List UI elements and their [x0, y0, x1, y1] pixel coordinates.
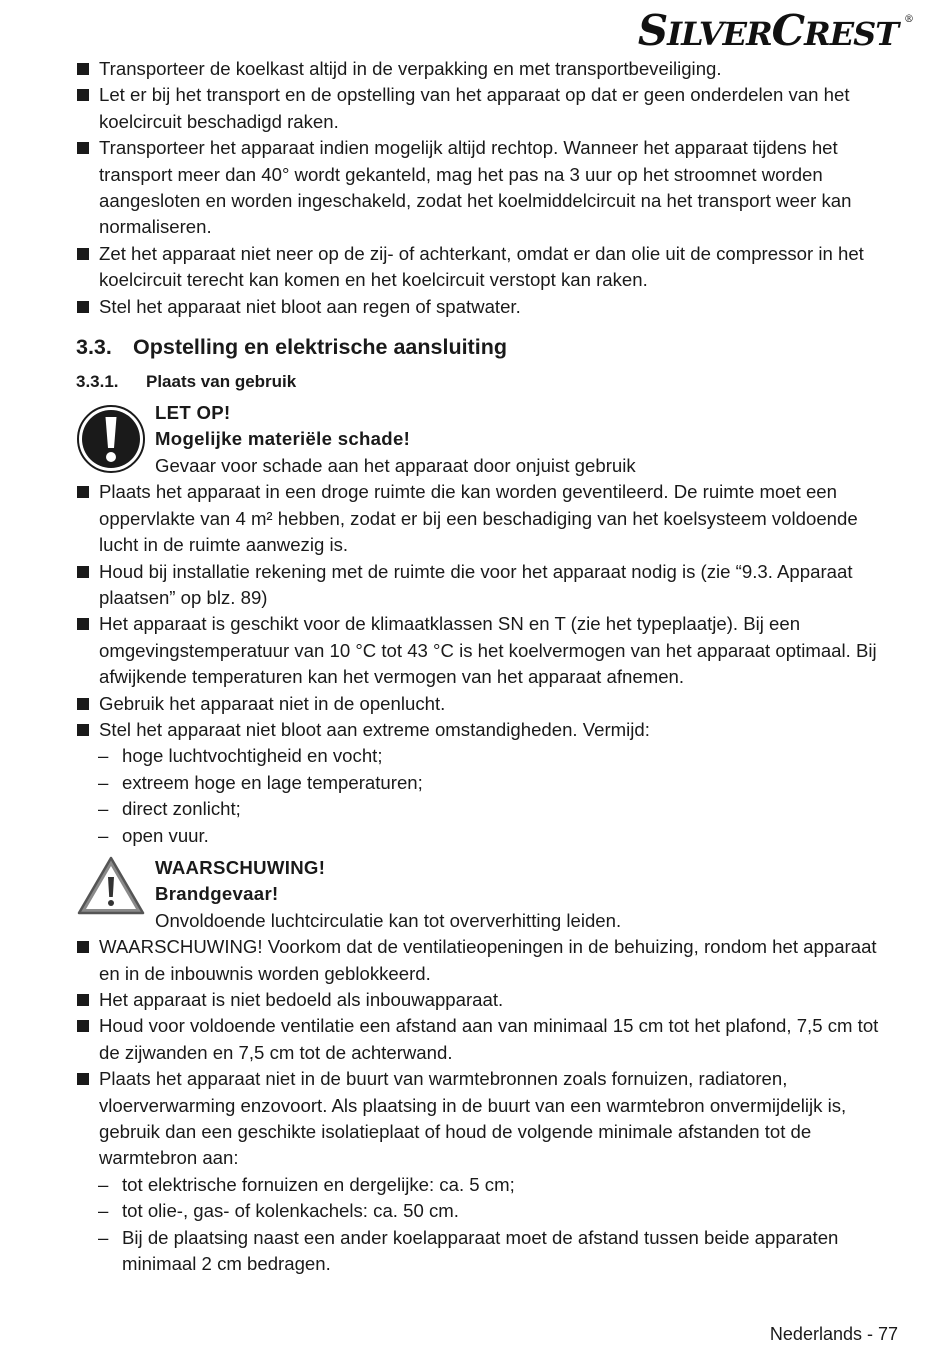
warning-notice	[76, 855, 898, 934]
page-content	[76, 56, 898, 1277]
warning-triangle-icon	[76, 855, 146, 917]
dash-item: – Bij de plaatsing naast een ander koelapparaat moet de afstand tussen beide apparaten minimaal 2 cm bedragen.	[76, 1225, 898, 1278]
list-item: Zet het apparaat niet neer op de zij- of achterkant, omdat er dan olie uit de compressor in het koelcircuit terecht kan komen en het koelcircuit verstopt kan raken.	[76, 241, 898, 294]
caution-notice	[76, 400, 898, 479]
subsection-heading	[76, 368, 898, 396]
section-heading	[76, 332, 898, 362]
dash-item: – extreem hoge en lage temperaturen;	[76, 770, 898, 796]
placement-list	[76, 479, 898, 743]
section-number: 3.3.	[76, 335, 112, 360]
list-item: Plaats het apparaat in een droge ruimte die kan worden geventileerd. De ruimte moet een oppervlakte van 4 m² hebben, zodat er bij een beschadiging van het koelsysteem voldoende lucht in de ruimte aanwezig is.	[76, 479, 898, 558]
subsection-number: 3.3.1.	[76, 372, 119, 392]
exclamation-circle-icon	[76, 404, 146, 474]
list-item: Houd voor voldoende ventilatie een afstand aan van minimaal 15 cm tot het plafond, 7,5 cm tot de zijwanden en 7,5 cm tot de achterwand.	[76, 1013, 898, 1066]
dash-item: – direct zonlicht;	[76, 796, 898, 822]
warning-subtitle: Brandgevaar!	[155, 883, 279, 905]
list-item: Transporteer de koelkast altijd in de verpakking en met transportbeveiliging.	[76, 56, 898, 82]
dash-item: – tot elektrische fornuizen en dergelijke: ca. 5 cm;	[76, 1172, 898, 1198]
dash-item: – hoge luchtvochtigheid en vocht;	[76, 743, 898, 769]
caution-title: LET OP!	[155, 402, 231, 424]
warning-title: WAARSCHUWING!	[155, 856, 326, 878]
list-item: Plaats het apparaat niet in de buurt van warmtebronnen zoals fornuizen, radiatoren, vloerverwarming enzovoort. Als plaatsing in de buurt van een warmtebron onvermijdelijk is, gebruik dan een geschikte isolatieplaat of houd de volgende minimale afstanden tot de warmtebron aan:	[76, 1066, 898, 1172]
brand-logo: SILVERCREST ®	[637, 6, 913, 55]
section-title: Opstelling en elektrische aansluiting	[133, 335, 507, 360]
dash-item: – open vuur.	[76, 823, 898, 849]
registered-mark: ®	[904, 14, 913, 25]
list-item: Het apparaat is niet bedoeld als inbouwapparaat.	[76, 987, 898, 1013]
caution-subtitle: Mogelijke materiële schade!	[155, 428, 411, 450]
distance-list	[76, 1172, 898, 1278]
warning-text: Onvoldoende luchtcirculatie kan tot oververhitting leiden.	[155, 909, 622, 931]
list-item: Stel het apparaat niet bloot aan regen of spatwater.	[76, 294, 898, 320]
dash-item: – tot olie-, gas- of kolenkachels: ca. 50 cm.	[76, 1198, 898, 1224]
list-item: Het apparaat is geschikt voor de klimaatklassen SN en T (zie het typeplaatje). Bij een omgevingstemperatuur van 10 °C tot 43 °C is het koelvermogen van het apparaat optimaal. Bij afwijkende temperaturen kan het vermogen van het apparaat afnemen.	[76, 611, 898, 690]
page-footer: Nederlands - 77	[769, 1324, 898, 1344]
list-item: Gebruik het apparaat niet in de openlucht.	[76, 691, 898, 717]
list-item: Transporteer het apparaat indien mogelijk altijd rechtop. Wanneer het apparaat tijdens het transport meer dan 40° wordt gekanteld, mag het pas na 3 uur op het stroomnet worden aangesloten en worden ingeschakeld, zodat het koelmiddelcircuit na het transport weer kan normaliseren.	[76, 135, 898, 241]
transport-list	[76, 56, 898, 320]
avoid-conditions-list	[76, 743, 898, 849]
caution-text: Gevaar voor schade aan het apparaat door onjuist gebruik	[155, 454, 636, 476]
subsection-title: Plaats van gebruik	[146, 372, 297, 392]
list-item: Stel het apparaat niet bloot aan extreme omstandigheden. Vermijd:	[76, 717, 898, 743]
ventilation-list	[76, 934, 898, 1172]
list-item: WAARSCHUWING! Voorkom dat de ventilatieopeningen in de behuizing, rondom het apparaat en in de inbouwnis worden geblokkeerd.	[76, 934, 898, 987]
list-item: Houd bij installatie rekening met de ruimte die voor het apparaat nodig is (zie “9.3. Apparaat plaatsen” op blz. 89)	[76, 559, 898, 612]
list-item: Let er bij het transport en de opstelling van het apparaat op dat er geen onderdelen van het koelcircuit beschadigd raken.	[76, 82, 898, 135]
